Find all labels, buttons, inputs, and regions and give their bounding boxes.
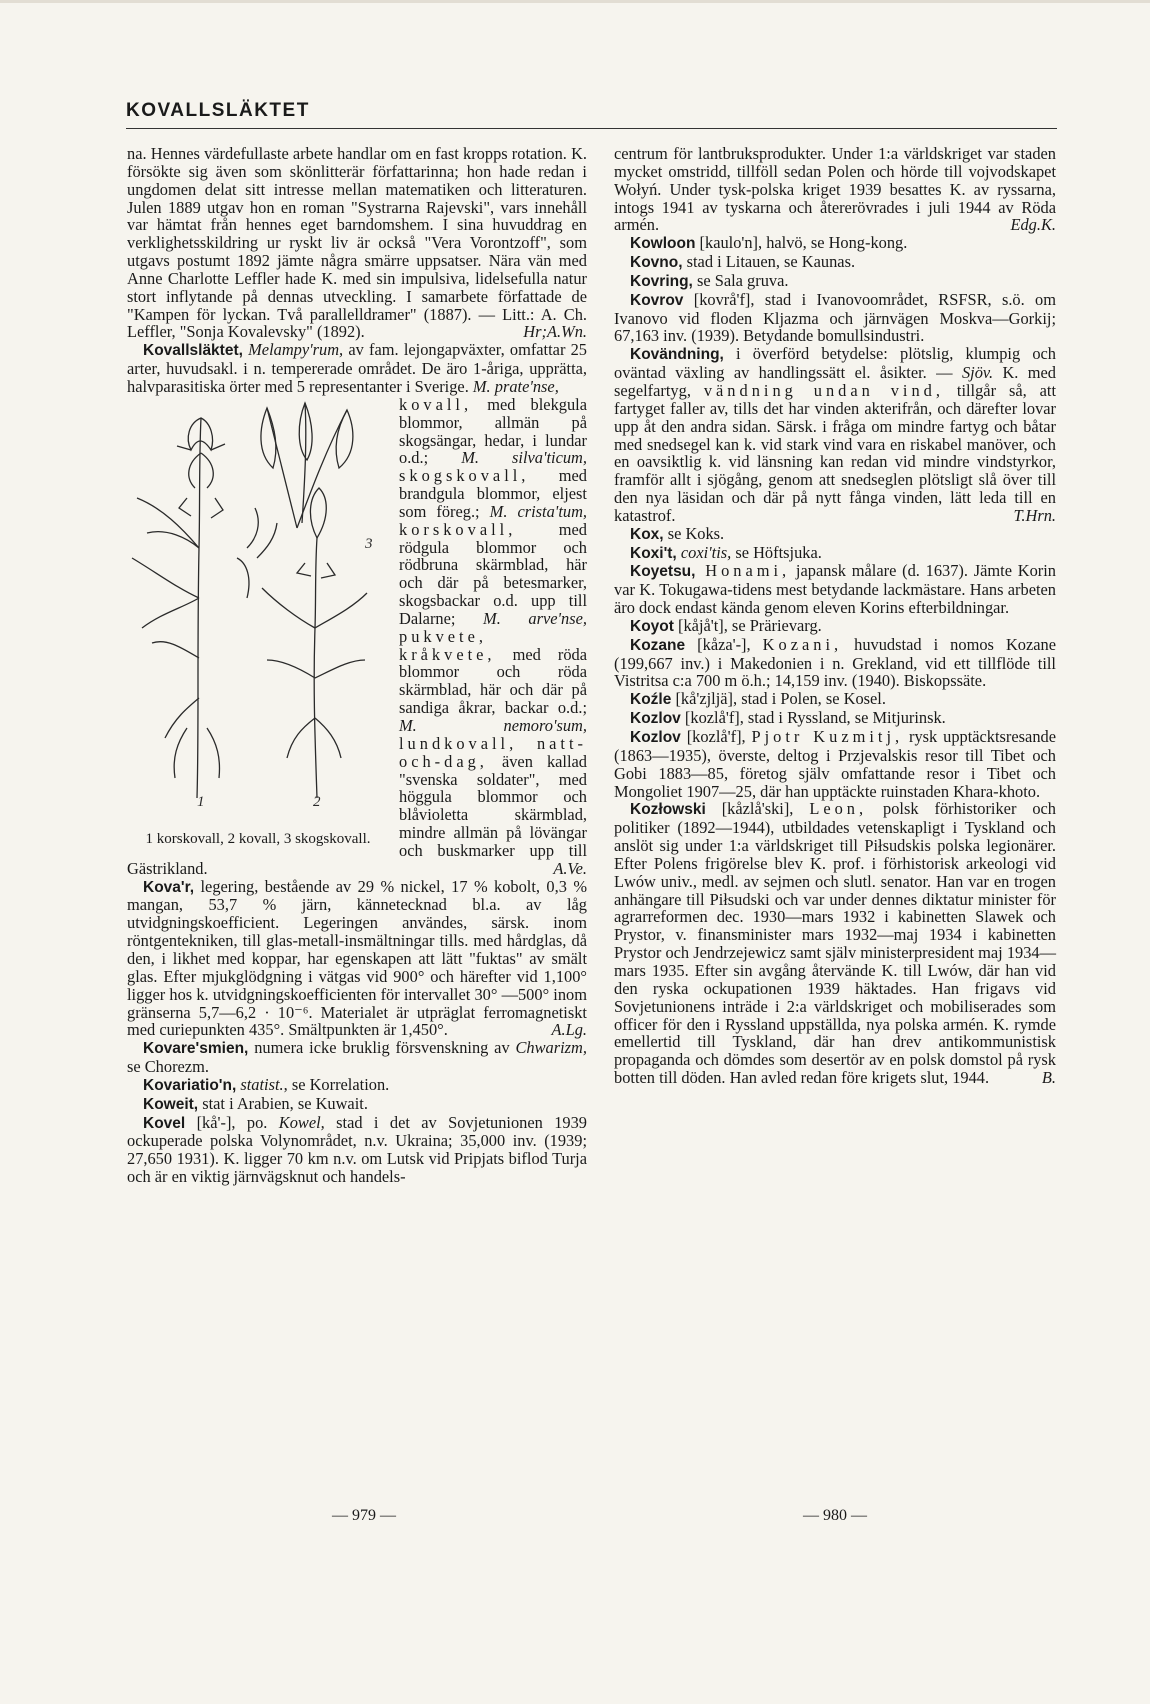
- entry-text-italic: statist.: [240, 1074, 284, 1094]
- headword: Kozłowski: [630, 801, 706, 819]
- right-column: [614, 145, 1056, 1087]
- spaced-name: lundkovall, natt-och-dag,: [399, 733, 587, 771]
- entry-text: med röda blommor och röda skärmblad, här och där på sandiga åkrar, backar o.d.;: [399, 644, 587, 718]
- entry-koxit: [614, 544, 1056, 563]
- spaced-name: Leon,: [809, 799, 868, 819]
- entry-koyot: [614, 617, 1056, 636]
- header-rule: [126, 128, 1057, 129]
- latin-name: Melampy'rum,: [248, 340, 344, 360]
- headword: Kova'r,: [143, 878, 195, 896]
- latin-name: M. silva'ticum,: [461, 448, 587, 468]
- entry-text: se Höftsjuka.: [731, 542, 822, 562]
- author-signature: Edg.K.: [1010, 215, 1056, 235]
- entry-kovar: [127, 878, 587, 1040]
- headword: Koźle: [630, 691, 672, 709]
- entry-text: [kå'-], po.: [185, 1112, 279, 1132]
- entry-text-italic: Kowel,: [278, 1112, 325, 1132]
- entry-text: [kozlå'f], stad i Ryssland, se Mitjurinsk.: [680, 708, 946, 728]
- spaced-name: Kozani,: [762, 634, 843, 654]
- author-signature: B.: [1041, 1068, 1056, 1088]
- entry-text: med blekgula blommor, allmän på skogsängar, hedar, i lundar o.d.;: [399, 394, 587, 468]
- headword: Kozlov: [630, 729, 681, 746]
- entry-text: tillgår så, att fartyget faller av, tills det har vinden akterifrån, och därefter lovar upp åt den andra sidan. Särsk. i fråga om mindre fartyg och båtar med snedsegel kan k. vid stark vind vara en riskabel manöver, och en oavsiktlig k. vid länsning kan redan vid mindre vindstyrkor, framför allt i sjögång, genom att snedseglen plötsligt slå över till den nya läsidan och där på nytt fånga vinden, lätt leda till en katastrof.: [614, 380, 1056, 525]
- headword: Kozlov: [630, 710, 681, 728]
- entry-kox: [614, 525, 1056, 544]
- entry-text: i överförd betydelse: plötslig, klumpig och oväntad växling av handlingssätt el. åsikter. —: [614, 344, 1056, 383]
- figure-label-3: 3: [365, 535, 373, 552]
- entry-text: [kåza'-],: [685, 634, 763, 654]
- entry-text: [kovrå'f], stad i Ivanovoområdet, RSFSR, s.ö. om Ivanovo vid floden Kljazma och järnvägen Moskva—Gorkij; 67,163 inv. (1939). Betydande bomullsindustri.: [614, 289, 1056, 346]
- entry-kovrov: [614, 291, 1056, 346]
- author-signature: Hr;A.Wn.: [523, 322, 587, 342]
- entry-kovno: [614, 253, 1056, 272]
- entry-text: , se Korrelation.: [283, 1074, 390, 1094]
- entry-text-italic: Chwarizm,: [515, 1038, 587, 1058]
- headword: Kovrov: [630, 291, 684, 309]
- entry-text: se Koks.: [663, 523, 725, 543]
- spaced-name: Pjotr Kuzmitj,: [751, 727, 904, 746]
- stem-1: [197, 418, 201, 798]
- entry-text-italic: coxi'tis,: [676, 542, 732, 562]
- entry-kozane: [614, 636, 1056, 691]
- entry-text: av fam. lejongapväxter, omfattar 25 arter, huvudsakl. i n. tempererade området. De äro 1-åriga, upprätta, halvparasitiska örter med 5 representanter i Sverige.: [127, 340, 587, 396]
- entry-text: se Chorezm.: [127, 1057, 209, 1077]
- spaced-name: korskovall,: [399, 519, 517, 539]
- headword: Kozane: [630, 636, 686, 654]
- entry-text: stad i Litauen, se Kaunas.: [682, 252, 856, 272]
- headword: Kowloon: [630, 235, 696, 253]
- entry-text: se Sala gruva.: [692, 270, 789, 290]
- latin-name: M. crista'tum,: [489, 501, 587, 521]
- entry-text: [kåzlå'ski],: [705, 799, 810, 819]
- entry-kovring: [614, 272, 1056, 291]
- headword: Kovallsläktet,: [143, 342, 243, 360]
- spaced-name: Honami,: [695, 561, 791, 581]
- spaced-name: vändning undan vind,: [703, 380, 944, 400]
- entry-text: numera icke bruklig försvenskning av: [248, 1038, 516, 1058]
- left-column: [127, 145, 587, 1186]
- entry-text: huvudstad i nomos Kozane (199,667 inv.) i Makedonien i n. Grekland, vid ett tillflöde till Vistritsa c:a 700 m ö.h.; 14,159 inv. (1940). Biskopssäte.: [614, 634, 1056, 691]
- entry-text: med rödgula blommor och rödbruna skärmblad, här och där på betesmarker, skogsbackar o.d. upp till Dalarne;: [399, 519, 587, 628]
- latin-name: M. prate'nse,: [472, 376, 559, 396]
- latin-name: M. nemoro'sum,: [399, 716, 587, 735]
- entry-text: polsk förhistoriker och politiker (1892—1944), utbildades vetenskapligt i Tyskland och anslöt sig under 1:a världskriget till Piłsudskis polska legionärer. Efter Polens frigörelse blev K. prof. i förhistorisk arkeologi vid Lwów univ., medl. av sejmen och slutl. senator. Han var en trogen anhängare till Piłsudski och var under dennes diktatur minister för agrarreformen dec. 1930—mars 1932 i kabinetten Slawek och Prystor, v. finansminister mars 1932—maj 1934 i kabinetten Prystor och Jendrzejewicz samt själv ministerpresident maj 1934—mars 1935. Efter sin avgång återvände K. till Lwów, där han vid den ryska ockupationen 1939 häktades. Han frigavs vid Sovjetunionens inträde i 2:a världskriget och mobiliserades som officer för den i Ryssland uppställda, nya polska armén. K. rymde emellertid till Tyskland, där han drev antikommunistisk propaganda och dömdes som desertör av en polsk domstol på rysk botten till döden. Han avled redan före krigets slut, 1944.: [614, 799, 1056, 1088]
- headword: Koyot: [630, 617, 674, 635]
- author-signature: T.Hrn.: [1013, 505, 1056, 525]
- headword: Kovare'smien,: [143, 1040, 249, 1058]
- entry-kozlov-city: [614, 709, 1056, 728]
- headword: Kovno,: [630, 254, 683, 272]
- page-title: KOVALLSLÄKTET: [126, 100, 310, 121]
- entry-koweit: [127, 1095, 587, 1114]
- entry-text: [kåjå't], se Prärievarg.: [673, 615, 822, 635]
- plant-illustration: [127, 398, 389, 848]
- entry-kovel: [127, 1114, 587, 1186]
- entry-kovariation: [127, 1076, 587, 1095]
- entry-kowloon: [614, 234, 1056, 253]
- author-signature: A.Lg.: [551, 1020, 587, 1040]
- entry-text: stat i Arabien, se Kuwait.: [198, 1093, 368, 1113]
- paragraph-text: na. Hennes värdefullaste arbete handlar om en fast kropps rotation. K. försökte sig även som skönlitterär författarinna; hon hade redan i ungdomen delat sitt intresse mellan matematiken och litteraturen. Julen 1889 utgav hon en roman "Systrarna Rajevski", vars innehåll var hämtat från hennes eget barndomshem. I sina huvuddrag en verklighetsskildring ur ryskt liv är också "Vera Vorontzoff", som utgavs postumt 1892 jämte några smärre uppsatser. Nära vän med Anne Charlotte Leffler hade K. med sin impulsiva, lidelsefulla natur stort inflytande på dennas utveckling. I samarbete författade de "Kampen för lyckan. Två parallelldramer" (1887). — Litt.: A. Ch. Leffler, "Sonja Kovalevsky" (1892).: [127, 144, 587, 342]
- headword: Koxi't,: [630, 544, 677, 562]
- entry-text: [kozlå'f],: [680, 727, 752, 746]
- entry-text: [kaulo'n], halvö, se Hong-kong.: [695, 233, 908, 253]
- spaced-name: kovall,: [399, 394, 473, 414]
- page-number-right: — 980 —: [803, 1507, 867, 1524]
- entry-text: legering, bestående av 29 % nickel, 17 % kobolt, 0,3 % mangan, 53,7 % järn, kännetecknad bl.a. av låg utvidgningskoefficient. Legeringen användes, särsk. inom röntgentekniken, till glas-metall-insmältningar tills. med hårdglas, då den, i likhet med koppar, har egenskapen att lätt "fuktas" av smält glas. Efter mjukglödgning i vätgas vid 900° och härefter vid 1,100° ligger hos k. utvidgningskoefficienten för intervallet 30° —500° inom gränserna 5,7—6,2 · 10⁻⁶. Materialet är utpräglat ferromagnetiskt med curiepunkten 435°. Smältpunkten är 1,450°.: [127, 876, 587, 1040]
- figure-caption: 1 korskovall, 2 kovall, 3 skogskovall.: [145, 830, 371, 847]
- scan-edge: [0, 0, 1150, 3]
- headword: Kovariatio'n,: [143, 1076, 237, 1094]
- entry-kozlov-explorer: [614, 728, 1056, 800]
- entry-text: [kå'zjljä], stad i Polen, se Kosel.: [671, 689, 886, 709]
- spaced-name: pukvete, kråkvete,: [399, 626, 496, 664]
- spaced-name: skogskovall,: [399, 466, 530, 486]
- headword: Kovel: [143, 1114, 186, 1132]
- entry-kozlowski: [614, 800, 1056, 1087]
- kovel-continuation: [614, 145, 1056, 234]
- entry-text: K. med segelfartyg,: [614, 363, 1056, 400]
- entry-text: japansk målare (d. 1637). Jämte Korin var K. Tokugawa-tidens mest betydande lackmästare. Hans arbeten äro dock endast kända genom eleven Korins efterbildningar.: [614, 561, 1056, 618]
- kovalevskaja-continuation: [127, 145, 587, 341]
- figure-label-1: 1: [197, 793, 205, 808]
- headword: Koyetsu,: [630, 563, 696, 581]
- author-signature: A.Ve.: [553, 858, 587, 878]
- headword: Kox,: [630, 525, 664, 543]
- headword: Koweit,: [143, 1095, 199, 1113]
- entry-text-italic: Sjöv.: [961, 363, 994, 383]
- entry-koyetsu: [614, 562, 1056, 617]
- entry-kovandning: [614, 345, 1056, 524]
- entry-kovallslaktet: [127, 341, 587, 396]
- entry-text: med brandgula blommor, eljest som föreg.;: [399, 466, 587, 521]
- figure-label-2: 2: [313, 793, 321, 808]
- headword: Kovring,: [630, 272, 693, 290]
- paragraph-text: centrum för lantbruksprodukter. Under 1:a världskriget var staden mycket omstridd, tillföll sedan Polen och hörde till vojvodskapet Wołyń. Under tysk-polska kriget 1939 besattes K. av ryssarna, intogs 1941 av tyskarna och återerövrades i juli 1944 av Röda armén.: [614, 144, 1056, 235]
- stem-2: [314, 538, 317, 798]
- entry-text: rysk upptäcktsresande (1863—1935), överste, deltog i Przjevalskis resor till Tibet och Gobi 1883—85, företog själv omfattande resor i Tibet och Mongoliet 1907—25, där han upptäckte ruinstaden Khara-khoto.: [614, 727, 1056, 801]
- headword: Kovändning,: [630, 346, 724, 364]
- entry-text: stad i det av Sovjetunionen 1939 ockuperade polska Volynområdet, n.v. Ukraina; 35,000 inv. (1939; 27,650 1931). K. ligger 70 km n.v. om Lutsk vid Pripjats biflod Turja och är en viktig järnvägsknut och handels-: [127, 1112, 587, 1187]
- latin-name: M. arve'nse,: [483, 608, 587, 628]
- entry-kozle: [614, 690, 1056, 709]
- entry-kovaresmien: [127, 1039, 587, 1076]
- entry-text: även kallad "svenska soldater", med höggula blommor och blåvioletta skärmblad, mindre allmän på lövängar och buskmarker upp till Gästrikland.: [127, 751, 587, 878]
- page-number-left: — 979 —: [332, 1507, 396, 1524]
- melampyrum-drawing: [127, 398, 389, 808]
